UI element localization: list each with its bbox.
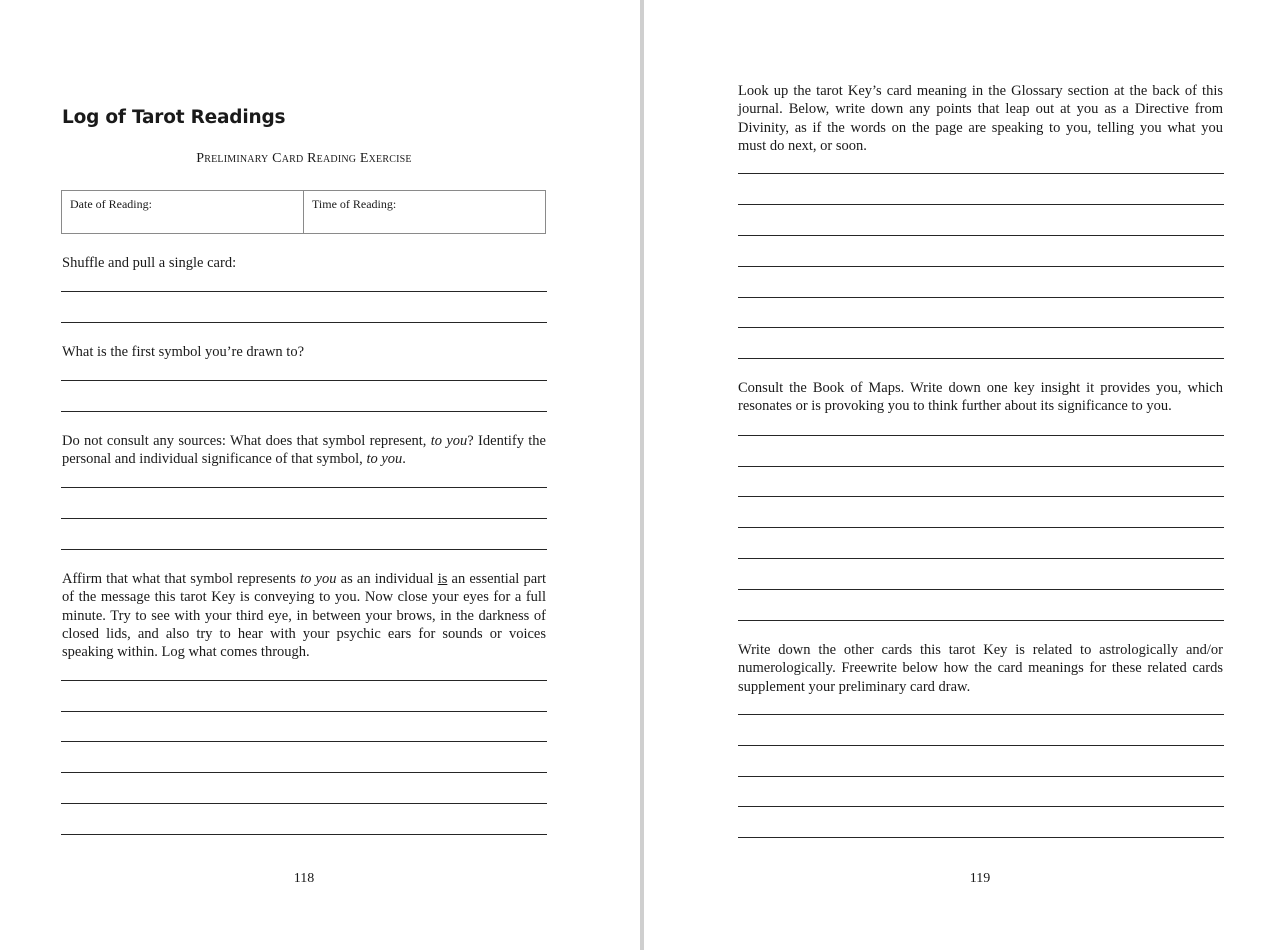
emphasis-text: to you <box>430 433 468 449</box>
reading-info-table <box>61 190 546 234</box>
prompt-text: an essential part of the message this tarot Key is conveying to you. Now close your eyes for a full minute. Try to see with your third eye, in between your brows, in the darkness of closed lids, and also try to hear with your psychic ears for sounds or voices speaking within. Log what comes through. <box>62 571 546 661</box>
prompt-text: as an individual <box>336 571 438 587</box>
date-of-reading-cell[interactable] <box>62 191 303 233</box>
writing-line[interactable] <box>61 487 547 488</box>
writing-line[interactable] <box>738 358 1224 359</box>
writing-line[interactable] <box>61 518 547 519</box>
page-number: 118 <box>293 871 315 886</box>
prompt-text: . <box>402 451 406 468</box>
right-page <box>644 0 1283 950</box>
prompt-text: ? Identify the personal and individual significance of that symbol, <box>62 433 546 468</box>
prompt-related-cards: Write down the other cards this tarot Key is related to astrologically and/or numerologically. Freewrite below how the card meanings for these related cards supplement your preliminary card draw. <box>738 642 1223 695</box>
emphasis-text: to you <box>366 451 403 468</box>
prompt-symbol-meaning <box>62 432 546 469</box>
writing-line[interactable] <box>61 322 547 323</box>
emphasis-text: to you <box>300 571 337 587</box>
writing-line[interactable] <box>738 745 1224 746</box>
prompt-text: Affirm that what that symbol represents <box>62 571 301 587</box>
writing-line[interactable] <box>738 620 1224 621</box>
left-page <box>0 0 640 950</box>
page-number: 119 <box>969 871 991 886</box>
writing-line[interactable] <box>738 496 1224 497</box>
writing-line[interactable] <box>61 680 547 681</box>
writing-line[interactable] <box>738 466 1224 467</box>
writing-line[interactable] <box>738 776 1224 777</box>
writing-line[interactable] <box>61 772 547 773</box>
writing-line[interactable] <box>738 266 1224 267</box>
writing-line[interactable] <box>738 589 1224 590</box>
writing-line[interactable] <box>738 327 1224 328</box>
prompt-book-of-maps: Consult the Book of Maps. Write down one key insight it provides you, which resonates or is provoking you to think further about its significance to you. <box>738 380 1223 415</box>
writing-line[interactable] <box>61 834 547 835</box>
prompt-first-symbol: What is the first symbol you’re drawn to? <box>62 344 305 360</box>
prompt-text: Do not consult any sources: What does that symbol represent, <box>62 433 431 449</box>
writing-line[interactable] <box>61 711 547 712</box>
prompt-shuffle-card: Shuffle and pull a single card: <box>62 255 237 271</box>
writing-line[interactable] <box>61 549 547 550</box>
writing-line[interactable] <box>738 806 1224 807</box>
time-of-reading-label: Time of Reading: <box>312 197 397 211</box>
writing-line[interactable] <box>738 527 1224 528</box>
writing-line[interactable] <box>738 297 1224 298</box>
writing-line[interactable] <box>61 380 547 381</box>
page-title: Log of Tarot Readings <box>62 107 286 128</box>
writing-line[interactable] <box>738 837 1224 838</box>
writing-line[interactable] <box>738 558 1224 559</box>
writing-line[interactable] <box>738 435 1224 436</box>
writing-line[interactable] <box>61 741 547 742</box>
date-of-reading-label: Date of Reading: <box>70 197 152 211</box>
time-of-reading-cell[interactable] <box>303 191 545 233</box>
writing-line[interactable] <box>61 291 547 292</box>
writing-line[interactable] <box>738 173 1224 174</box>
writing-line[interactable] <box>738 204 1224 205</box>
writing-line[interactable] <box>61 803 547 804</box>
prompt-affirm-meditate <box>62 570 546 661</box>
prompt-glossary-directive: Look up the tarot Key’s card meaning in the Glossary section at the back of this journal. Below, write down any points that leap out at you as a Directive from Divinity, as if the words on the page are speaking to you, telling you what you must do next, or soon. <box>738 83 1223 154</box>
writing-line[interactable] <box>738 235 1224 236</box>
underlined-text: is <box>437 571 448 587</box>
writing-line[interactable] <box>738 714 1224 715</box>
writing-line[interactable] <box>61 411 547 412</box>
exercise-subtitle: Preliminary Card Reading Exercise <box>196 151 412 166</box>
